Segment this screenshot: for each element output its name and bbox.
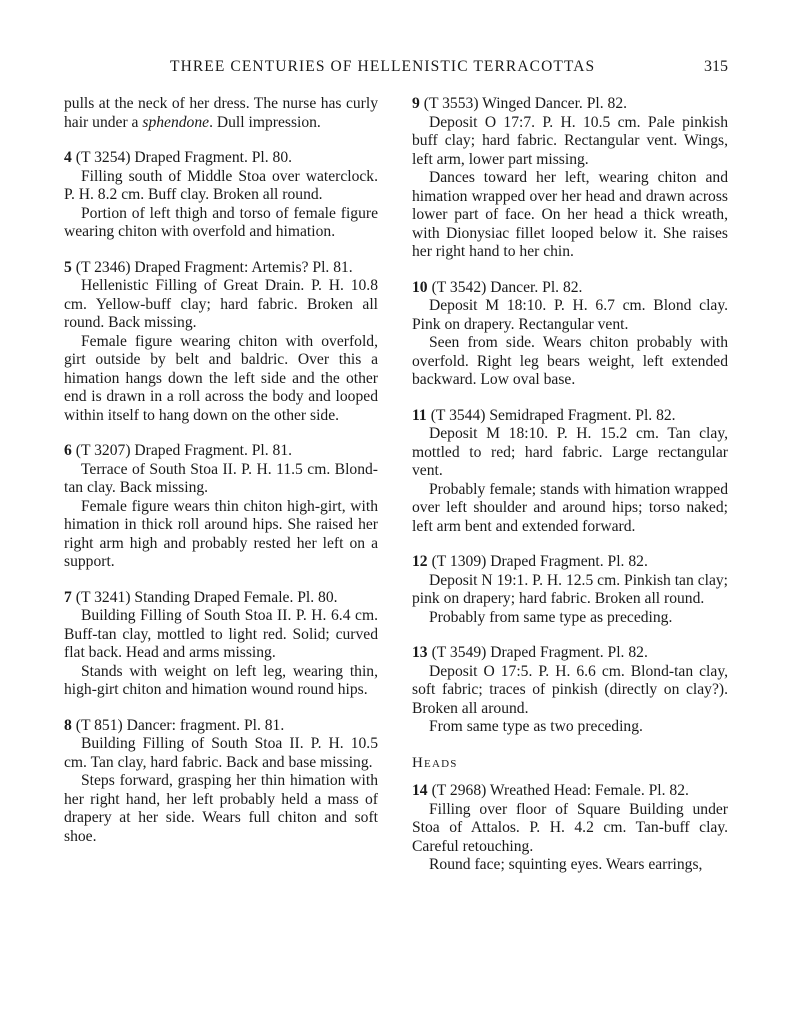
entry-description: Stands with weight on left leg, wearing thin, high-girt chiton and himation wound round hips. — [64, 662, 378, 698]
entry-number: 10 — [412, 278, 428, 296]
entry-description: Building Filling of South Stoa II. P. H. 6.4 cm. Buff-tan clay, mottled to light red. Solid; curved flat back. Head and arms missing. — [64, 607, 378, 661]
running-title: THREE CENTURIES OF HELLENISTIC TERRACOTTAS — [170, 58, 596, 75]
catalog-entry-9 — [412, 95, 728, 262]
entry-description: Dances toward her left, wearing chiton and himation wrapped over her head and drawn across lower part of face. On her head a thick wreath, with Dionysiac fillet looped below it. She raises her right hand to her chin. — [412, 169, 728, 260]
emphasis-term: sphendone — [142, 113, 210, 131]
continuation-paragraph: pulls at the neck of her dress. The nurse has curly hair under a sphendone. Dull impression. — [64, 95, 378, 131]
entry-description: Building Filling of South Stoa II. P. H. 10.5 cm. Tan clay, hard fabric. Back and base missing. — [64, 735, 378, 771]
entry-number: 13 — [412, 644, 428, 661]
entry-description: Probably from same type as preceding. — [429, 608, 673, 626]
entry-heading: 13 (T 3549) Draped Fragment. Pl. 82. — [412, 644, 648, 661]
catalog-entry-6 — [64, 442, 378, 572]
entry-heading: 8 (T 851) Dancer: fragment. Pl. 81. — [64, 716, 285, 734]
entry-description: Portion of left thigh and torso of female figure wearing chiton with overfold and himation. — [64, 204, 378, 240]
page-header — [64, 58, 728, 84]
entry-description: Deposit N 19:1. P. H. 12.5 cm. Pinkish tan clay; pink on drapery; hard fabric. Broken all round. — [412, 571, 728, 607]
entry-number: 11 — [412, 406, 427, 424]
entry-description: Probably female; stands with himation wrapped over left shoulder and around hips; torso naked; left arm bent and extended forward. — [412, 480, 728, 535]
entry-number: 7 — [64, 588, 72, 606]
catalog-entry-14 — [412, 782, 728, 875]
entry-heading: 14 (T 2968) Wreathed Head: Female. Pl. 82. — [412, 782, 689, 799]
entry-description: Terrace of South Stoa II. P. H. 11.5 cm. Blond-tan clay. Back missing. — [64, 460, 378, 496]
entry-number: 6 — [64, 442, 72, 459]
entry-heading: 11 (T 3544) Semidraped Fragment. Pl. 82. — [412, 406, 676, 424]
entry-number: 8 — [64, 716, 72, 734]
catalog-entry-10 — [412, 279, 728, 390]
catalog-entry-4 — [64, 149, 378, 242]
entry-description: Hellenistic Filling of Great Drain. P. H. 10.8 cm. Yellow-buff clay; hard fabric. Broken all round. Back missing. — [64, 277, 378, 331]
entry-number: 9 — [412, 95, 420, 112]
entry-description: Filling over floor of Square Building under Stoa of Attalos. P. H. 4.2 cm. Tan-buff clay. Careful retouching. — [412, 800, 728, 855]
entry-description: Deposit M 18:10. P. H. 15.2 cm. Tan clay, mottled to red; hard fabric. Large rectangular vent. — [412, 425, 728, 479]
catalog-entry-13 — [412, 644, 728, 737]
entry-description: Deposit O 17:7. P. H. 10.5 cm. Pale pinkish buff clay; hard fabric. Rectangular vent. Wings, left arm, lower part missing. — [412, 113, 728, 168]
entry-description: Round face; squinting eyes. Wears earrings, — [429, 856, 703, 873]
entry-description: Filling south of Middle Stoa over waterclock. P. H. 8.2 cm. Buff clay. Broken all round. — [64, 167, 378, 203]
entry-description: From same type as two preceding. — [429, 718, 643, 735]
entry-description: Female figure wears thin chiton high-girt, with himation in thick roll around hips. She raised her right arm high and probably rested her left on a support. — [64, 497, 378, 570]
entry-heading: 10 (T 3542) Dancer. Pl. 82. — [412, 278, 583, 296]
entry-number: 14 — [412, 782, 428, 799]
catalog-entry-7 — [64, 589, 378, 700]
entry-description: Female figure wearing chiton with overfold, girt outside by belt and baldric. Over this a himation hangs down the left side and the other end is drawn in a roll across the body and looped within itself to hang down on the other side. — [64, 332, 378, 424]
entry-heading: 6 (T 3207) Draped Fragment. Pl. 81. — [64, 442, 293, 459]
entry-description: Deposit M 18:10. P. H. 6.7 cm. Blond clay. Pink on drapery. Rectangular vent. — [412, 297, 728, 333]
entry-description: Steps forward, grasping her thin himation with her right hand, her left probably held a mass of drapery at her side. Wears full chiton and soft shoe. — [64, 772, 378, 845]
catalog-entry-11 — [412, 407, 728, 537]
entry-heading: 7 (T 3241) Standing Draped Female. Pl. 80. — [64, 588, 338, 606]
entry-description: Deposit O 17:5. P. H. 6.6 cm. Blond-tan clay, soft fabric; traces of pinkish (directly on clay?). Broken all around. — [412, 662, 728, 717]
entry-heading: 12 (T 1309) Draped Fragment. Pl. 82. — [412, 553, 648, 570]
entry-number: 4 — [64, 149, 72, 166]
catalog-entry-8 — [64, 717, 378, 847]
page-number: 315 — [704, 58, 728, 75]
left-column — [64, 95, 378, 863]
entry-number: 5 — [64, 258, 72, 276]
right-column — [412, 95, 728, 892]
entry-heading: 4 (T 3254) Draped Fragment. Pl. 80. — [64, 149, 293, 166]
entry-heading: 9 (T 3553) Winged Dancer. Pl. 82. — [412, 95, 628, 112]
entry-number: 12 — [412, 553, 428, 570]
entry-heading: 5 (T 2346) Draped Fragment: Artemis? Pl. 81. — [64, 258, 353, 276]
catalog-entry-12 — [412, 553, 728, 627]
entry-description: Seen from side. Wears chiton probably with overfold. Right leg bears weight, left extended backward. Low oval base. — [412, 334, 728, 388]
section-heading: Heads — [412, 754, 458, 771]
catalog-entry-5 — [64, 259, 378, 426]
